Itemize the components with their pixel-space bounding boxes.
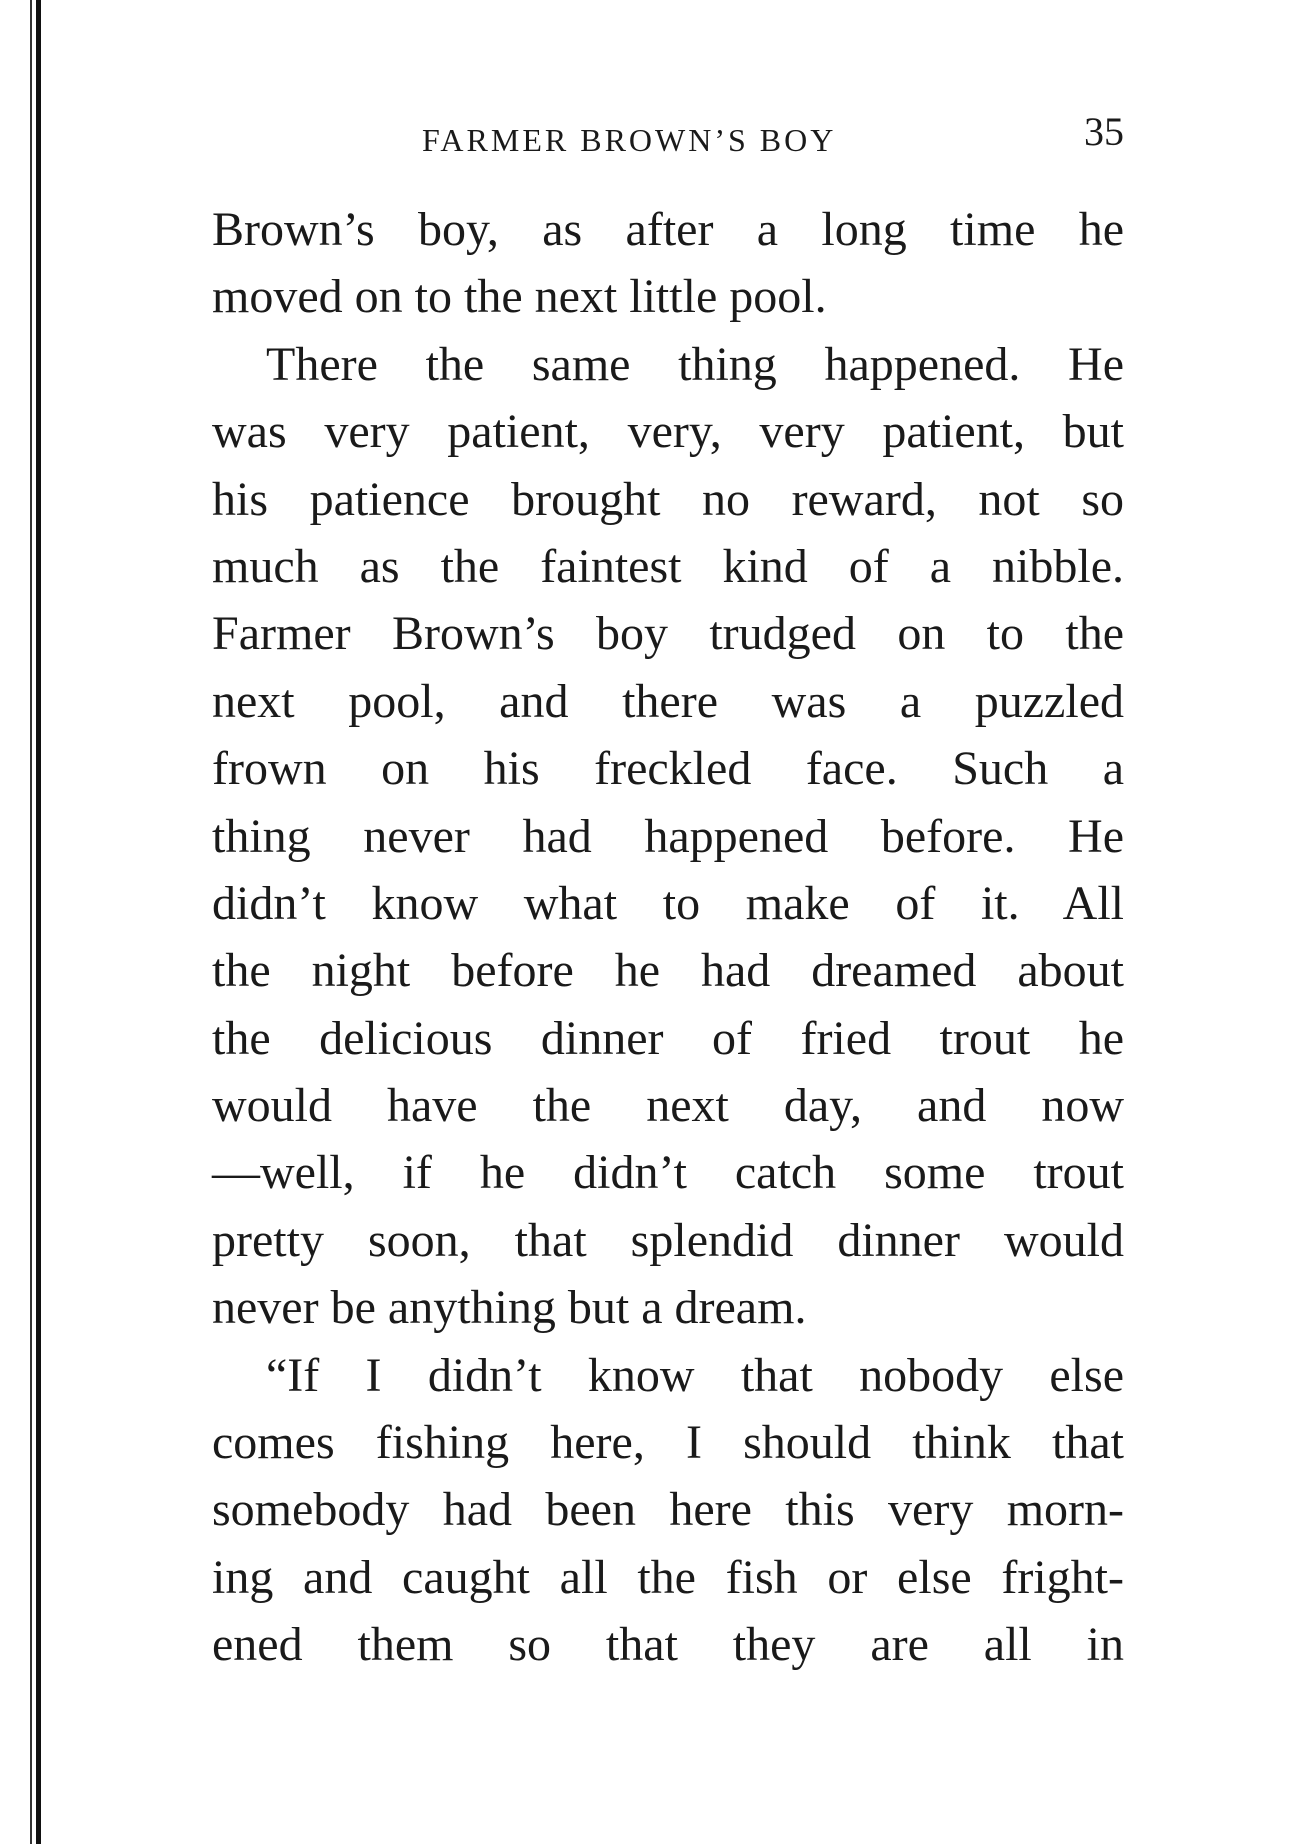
text-line: didn’t know what to make of it. All (212, 876, 1124, 930)
text-line: frown on his freckled face. Such a (212, 742, 1124, 796)
text-line: —well, if he didn’t catch some trout (212, 1146, 1124, 1200)
text-line: Farmer Brown’s boy trudged on to the (212, 607, 1124, 661)
binding-line-thin (30, 0, 32, 1844)
text-line: There the same thing happened. He (266, 337, 1124, 391)
page-number: 35 (1084, 109, 1124, 154)
text-line: the night before he had dreamed about (212, 944, 1124, 998)
text-line: much as the faintest kind of a nibble. (212, 539, 1124, 593)
text-line: would have the next day, and now (212, 1079, 1124, 1133)
text-line: his patience brought no reward, not so (212, 472, 1124, 526)
text-line: ened them so that they are all in (212, 1618, 1124, 1672)
body-text (212, 196, 1124, 1679)
text-line: next pool, and there was a puzzled (212, 674, 1124, 728)
text-line: was very patient, very, very patient, but (212, 405, 1124, 459)
text-line: somebody had been here this very morn- (212, 1483, 1124, 1537)
page-binding-edge (22, 0, 52, 1844)
page-header (212, 100, 1124, 160)
binding-line (36, 0, 41, 1844)
running-title: FARMER BROWN’S BOY (422, 122, 837, 158)
text-line: “If I didn’t know that nobody else (266, 1348, 1124, 1402)
text-line: Brown’s boy, as after a long time he (212, 203, 1124, 256)
text-line: the delicious dinner of fried trout he (212, 1011, 1124, 1065)
text-line: ing and caught all the fish or else fright- (212, 1550, 1124, 1604)
text-line: never be anything but a dream. (212, 1281, 807, 1335)
text-line: moved on to the next little pool. (212, 270, 827, 324)
text-line: comes fishing here, I should think that (212, 1416, 1124, 1470)
text-line: pretty soon, that splendid dinner would (212, 1213, 1124, 1267)
text-line: thing never had happened before. He (212, 809, 1124, 863)
